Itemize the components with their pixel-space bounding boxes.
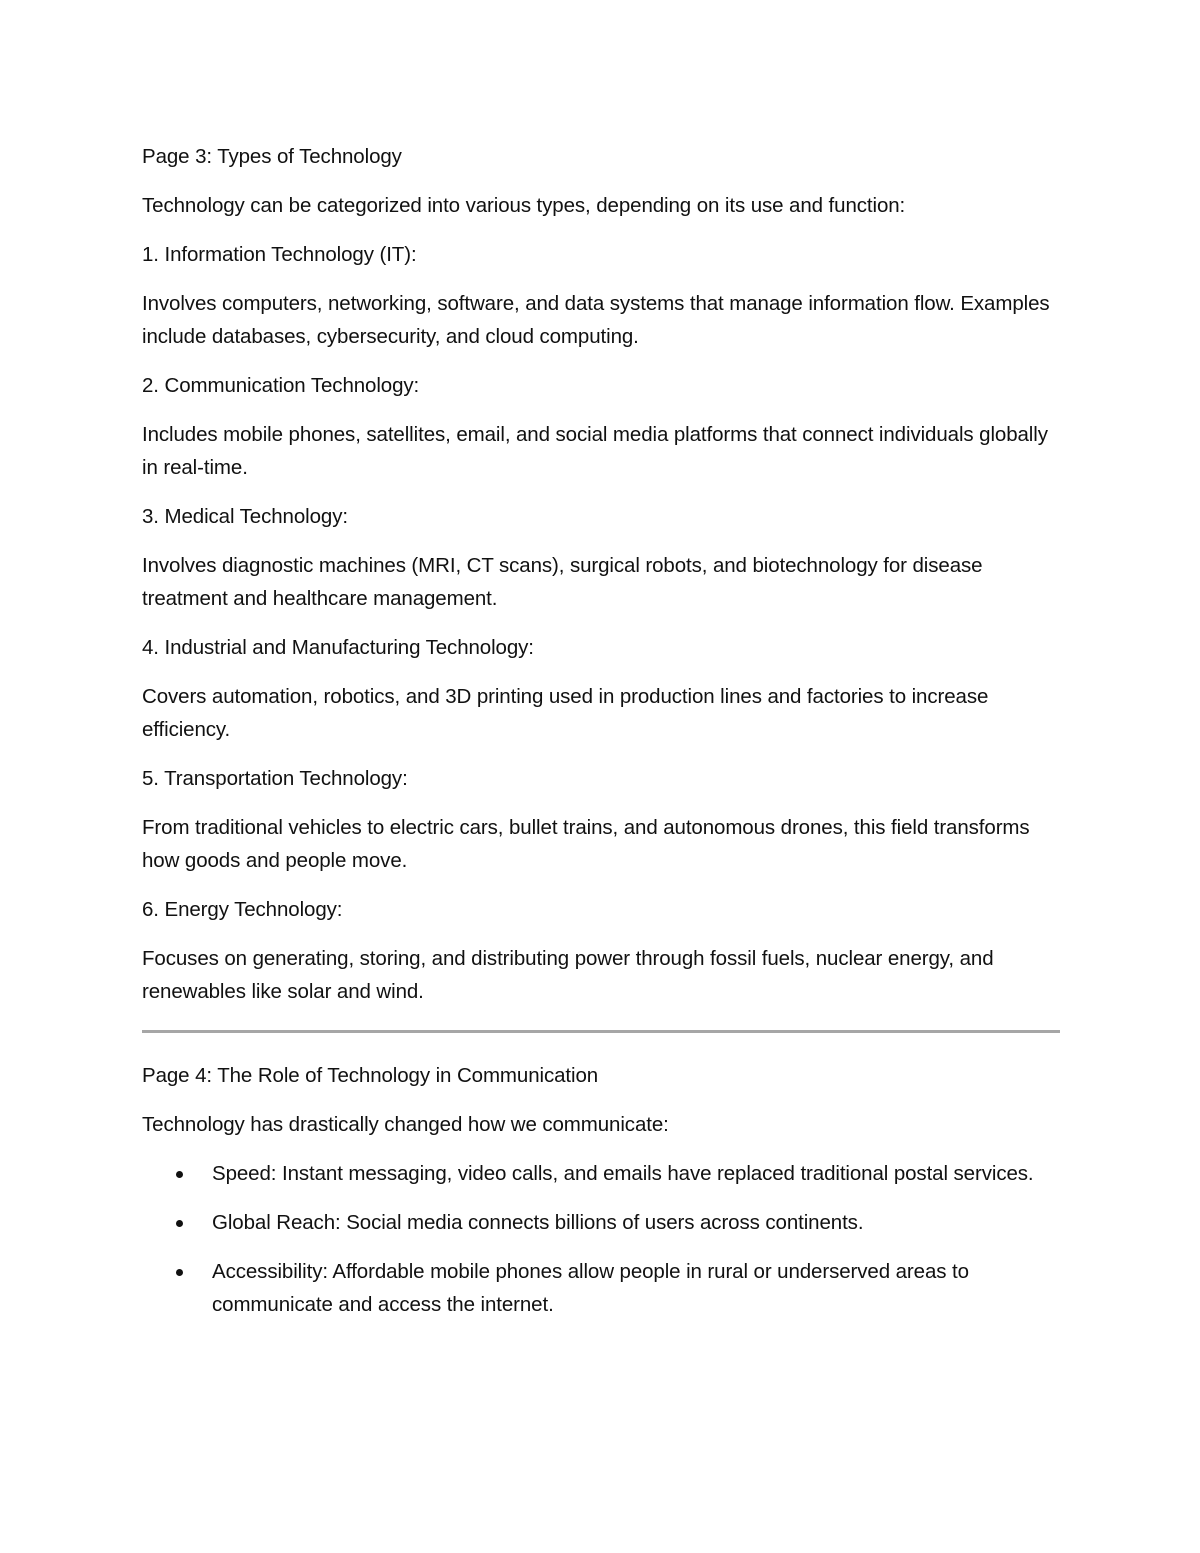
item-title-transportation: 5. Transportation Technology: xyxy=(142,767,408,790)
document-page xyxy=(142,140,1062,1337)
list-item xyxy=(142,1206,1062,1239)
item-body-it: Involves computers, networking, software, and data systems that manage information flow. Examples include databases, cybersecurity, and cloud computing. xyxy=(142,292,1050,348)
item-body-industrial: Covers automation, robotics, and 3D printing used in production lines and factories to increase efficiency. xyxy=(142,685,989,741)
item-body-energy: Focuses on generating, storing, and distributing power through fossil fuels, nuclear energy, and renewables like solar and wind. xyxy=(142,947,994,1003)
section-heading-communication: Page 4: The Role of Technology in Communication xyxy=(142,1064,599,1087)
item-body-communication: Includes mobile phones, satellites, email, and social media platforms that connect individuals globally in real-time. xyxy=(142,423,1048,479)
item-title-medical: 3. Medical Technology: xyxy=(142,505,348,528)
list-item-text: Speed: Instant messaging, video calls, and emails have replaced traditional postal services. xyxy=(212,1162,1034,1185)
bullet-icon xyxy=(176,1171,183,1178)
section-intro-types: Technology can be categorized into various types, depending on its use and function: xyxy=(142,194,906,217)
section-intro-communication: Technology has drastically changed how we communicate: xyxy=(142,1113,669,1136)
item-title-communication: 2. Communication Technology: xyxy=(142,374,420,397)
list-item xyxy=(142,1157,1062,1190)
page-divider xyxy=(142,1030,1060,1033)
bullet-icon xyxy=(176,1220,183,1227)
bullet-icon xyxy=(176,1269,183,1276)
list-item-text: Global Reach: Social media connects billions of users across continents. xyxy=(212,1211,864,1234)
bullet-list xyxy=(142,1157,1062,1321)
item-title-it: 1. Information Technology (IT): xyxy=(142,243,417,266)
list-item-text: Accessibility: Affordable mobile phones allow people in rural or underserved areas to communicate and access the internet. xyxy=(212,1260,969,1316)
item-title-industrial: 4. Industrial and Manufacturing Technology: xyxy=(142,636,534,659)
list-item xyxy=(142,1255,1062,1321)
section-heading-types: Page 3: Types of Technology xyxy=(142,145,402,168)
item-body-transportation: From traditional vehicles to electric cars, bullet trains, and autonomous drones, this field transforms how goods and people move. xyxy=(142,816,1030,872)
item-body-medical: Involves diagnostic machines (MRI, CT scans), surgical robots, and biotechnology for disease treatment and healthcare management. xyxy=(142,554,983,610)
item-title-energy: 6. Energy Technology: xyxy=(142,898,343,921)
